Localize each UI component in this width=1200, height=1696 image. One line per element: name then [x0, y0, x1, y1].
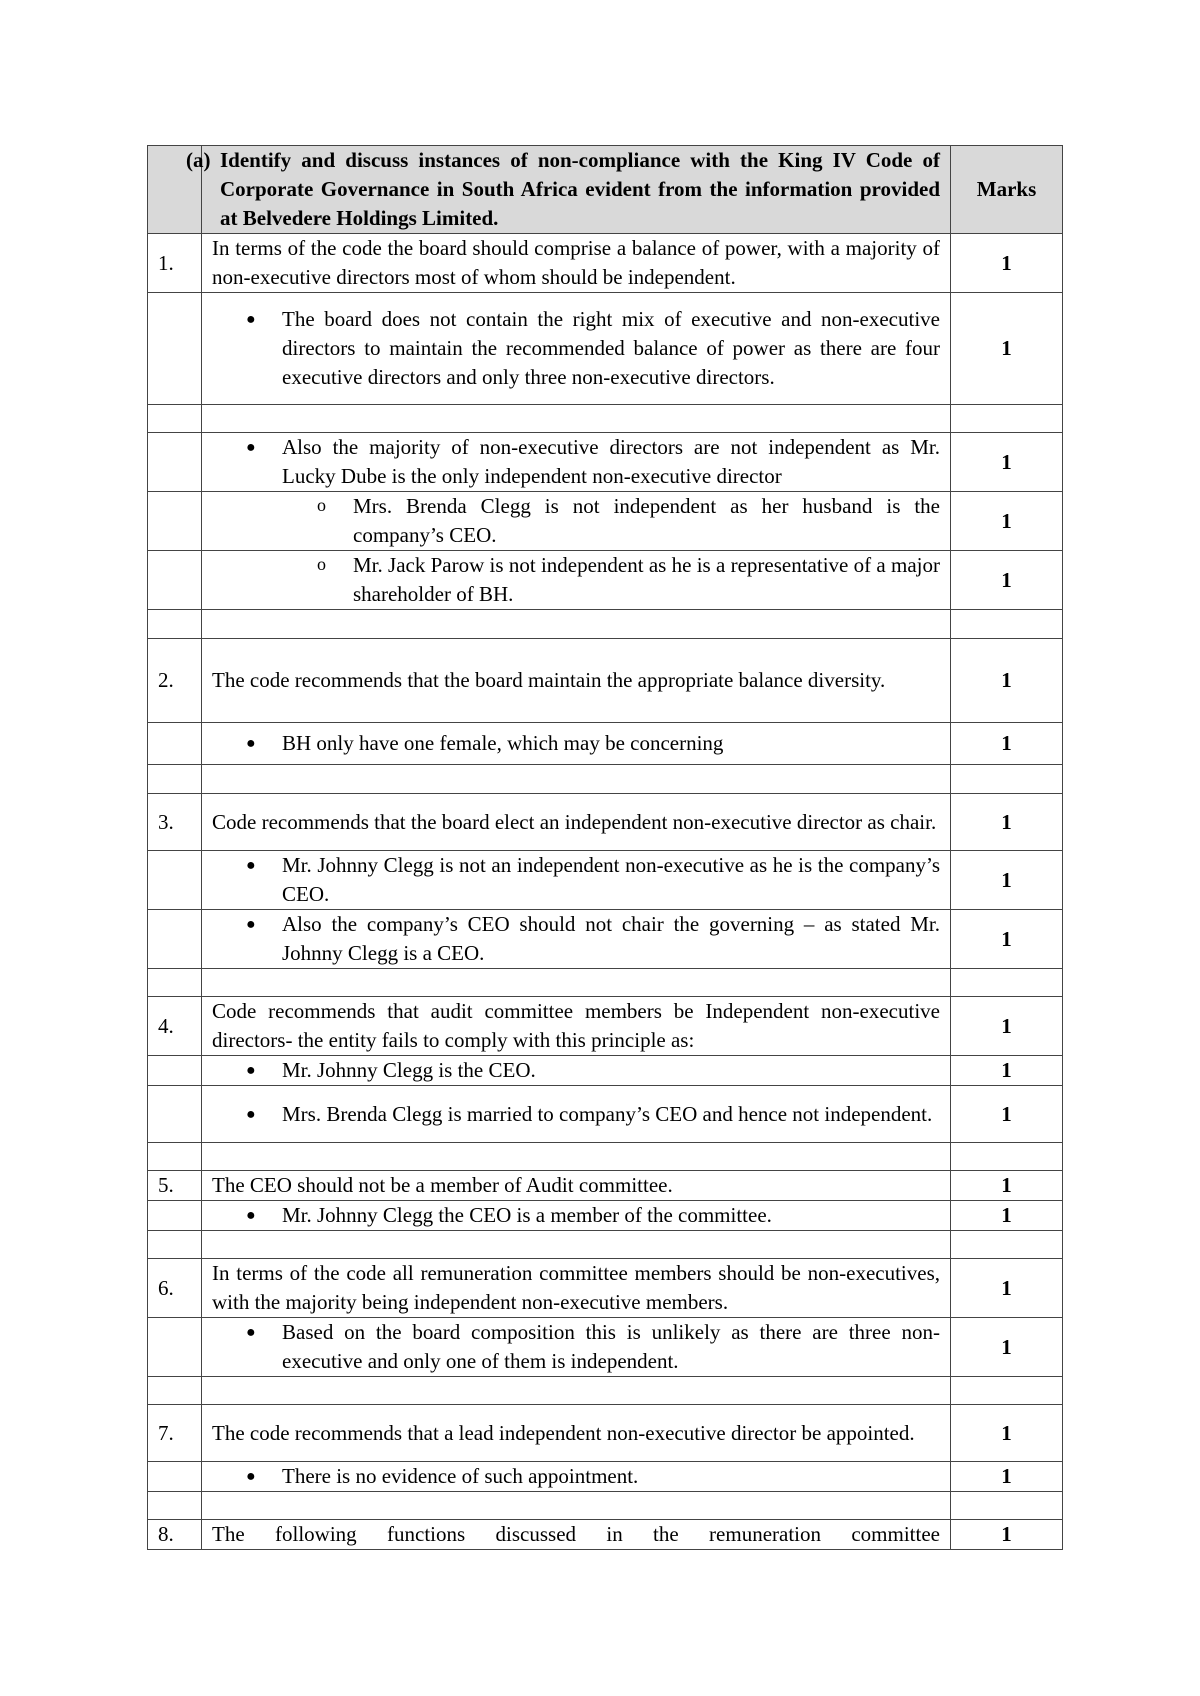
spacer-row [148, 969, 1063, 997]
bullet-row [148, 910, 1063, 969]
bullet-dot-icon: ● [246, 311, 256, 328]
spacer-cell [202, 969, 951, 997]
question-header-cell [186, 146, 951, 234]
spacer-cell [202, 1377, 951, 1405]
item-number-cell: 2. [148, 639, 202, 723]
spacer-cell [202, 1143, 951, 1171]
mark-cell: 1 [951, 1259, 1063, 1318]
spacer-row [148, 1143, 1063, 1171]
mark-cell [951, 1377, 1063, 1405]
spacer-cell [202, 765, 951, 794]
bullet-cell [202, 910, 951, 969]
bullet-circle-icon: o [317, 554, 326, 574]
question-text: Identify and discuss instances of non-compliance with the King IV Code of Corporate Governance in South Africa evident from the information provided at Belvedere Holdings Limited. [220, 148, 940, 230]
item-number-cell [148, 293, 202, 405]
item-number-cell: 6. [148, 1259, 202, 1318]
item-number-cell [148, 1056, 202, 1086]
criterion-row [148, 1171, 1063, 1201]
mark-cell: 1 [951, 1318, 1063, 1377]
item-number-cell [148, 1086, 202, 1143]
spacer-cell [202, 610, 951, 639]
item-number-cell [148, 969, 202, 997]
item-number-cell [148, 1462, 202, 1492]
item-number-cell: 7. [148, 1405, 202, 1462]
bullet-text: There is no evidence of such appointment. [282, 1464, 639, 1488]
mark-cell: 1 [951, 910, 1063, 969]
mark-cell [951, 969, 1063, 997]
item-number-cell [148, 492, 202, 551]
item-number-cell: 5. [148, 1171, 202, 1201]
bullet-dot-icon: ● [246, 1324, 256, 1341]
criterion-row [148, 639, 1063, 723]
mark-cell: 1 [951, 234, 1063, 293]
mark-cell: 1 [951, 639, 1063, 723]
mark-cell: 1 [951, 1405, 1063, 1462]
bullet-wrap [212, 433, 940, 491]
mark-cell: 1 [951, 433, 1063, 492]
item-number-cell [148, 1377, 202, 1405]
criterion-text: The CEO should not be a member of Audit committee. [202, 1171, 951, 1201]
bullet-wrap [212, 305, 940, 392]
sub-bullet-cell [202, 551, 951, 610]
bullet-row [148, 851, 1063, 910]
bullet-text: Mr. Johnny Clegg the CEO is a member of the committee. [282, 1203, 772, 1227]
bullet-dot-icon: ● [246, 1062, 256, 1079]
spacer-cell [202, 1492, 951, 1520]
bullet-text: Mr. Johnny Clegg is not an independent non-executive as he is the company’s CEO. [282, 853, 940, 906]
spacer-row [148, 765, 1063, 794]
bullet-wrap [212, 1318, 940, 1376]
item-number-cell [148, 723, 202, 765]
bullet-dot-icon: ● [246, 1105, 256, 1123]
bullet-row [148, 1056, 1063, 1086]
item-number-cell: 1. [148, 234, 202, 293]
mark-cell [951, 405, 1063, 433]
bullet-row [148, 1086, 1063, 1143]
bullet-wrap [212, 1201, 940, 1230]
criterion-text: The code recommends that the board maintain the appropriate balance diversity. [202, 639, 951, 723]
bullet-cell [202, 1056, 951, 1086]
bullet-cell [202, 1318, 951, 1377]
bullet-circle-icon: o [317, 495, 326, 515]
bullet-dot-icon: ● [246, 439, 256, 456]
bullet-text: The board does not contain the right mix of executive and non-executive directors to maintain the recommended balance of power as there are four executive directors and only three non-executive directors. [282, 307, 940, 389]
spacer-row [148, 610, 1063, 639]
item-number-cell [148, 765, 202, 794]
mark-cell [951, 1231, 1063, 1259]
bullet-text: BH only have one female, which may be concerning [282, 731, 724, 755]
bullet-dot-icon: ● [246, 1468, 256, 1485]
bullet-dot-icon: ● [246, 857, 256, 874]
spacer-row [148, 405, 1063, 433]
bullet-row [148, 1318, 1063, 1377]
bullet-cell [202, 1462, 951, 1492]
bullet-text: Mrs. Brenda Clegg is married to company’s CEO and hence not independent. [282, 1101, 933, 1126]
spacer-cell [202, 1231, 951, 1259]
item-number-cell [148, 551, 202, 610]
spacer-cell [202, 405, 951, 433]
bullet-row [148, 1462, 1063, 1492]
bullet-text: Mr. Johnny Clegg is the CEO. [282, 1058, 536, 1082]
item-number-cell [148, 910, 202, 969]
marks-header-cell: Marks [951, 146, 1063, 234]
criterion-row [148, 794, 1063, 851]
sub-bullet-row [148, 551, 1063, 610]
item-number-cell [148, 851, 202, 910]
bullet-dot-icon: ● [246, 735, 256, 752]
bullet-text: Also the company’s CEO should not chair the governing – as stated Mr. Johnny Clegg is a CEO. [282, 912, 940, 965]
bullet-text: Mrs. Brenda Clegg is not independent as her husband is the company’s CEO. [353, 494, 940, 547]
criterion-row [148, 1405, 1063, 1462]
mark-cell: 1 [951, 492, 1063, 551]
criterion-text: In terms of the code the board should comprise a balance of power, with a majority of non-executive directors most of whom should be independent. [202, 234, 951, 293]
bullet-cell [202, 293, 951, 405]
mark-cell: 1 [951, 1520, 1063, 1550]
mark-cell: 1 [951, 1086, 1063, 1143]
item-number-cell [148, 1318, 202, 1377]
mark-cell: 1 [951, 1056, 1063, 1086]
bullet-text: Mr. Jack Parow is not independent as he is a representative of a major shareholder of BH. [353, 553, 940, 606]
bullet-wrap [212, 551, 940, 609]
bullet-dot-icon: ● [246, 916, 256, 933]
mark-cell: 1 [951, 1201, 1063, 1231]
bullet-text: Also the majority of non-executive directors are not independent as Mr. Lucky Dube is the only independent non-executive director [282, 435, 940, 488]
bullet-cell [202, 1086, 951, 1143]
criterion-row [148, 1520, 1063, 1550]
mark-cell [951, 1492, 1063, 1520]
mark-cell: 1 [951, 723, 1063, 765]
bullet-cell [202, 723, 951, 765]
spacer-row [148, 1231, 1063, 1259]
bullet-row [148, 293, 1063, 405]
item-number-cell: 8. [148, 1520, 202, 1550]
criterion-row [148, 1259, 1063, 1318]
item-number-cell [148, 1143, 202, 1171]
mark-cell: 1 [951, 293, 1063, 405]
criterion-text: The following functions discussed in the remuneration committee [202, 1520, 951, 1550]
bullet-dot-icon: ● [246, 1207, 256, 1224]
spacer-row [148, 1377, 1063, 1405]
question-label: (a) [186, 148, 211, 172]
mark-cell: 1 [951, 1462, 1063, 1492]
bullet-wrap [212, 1100, 940, 1129]
item-number-cell [148, 433, 202, 492]
mark-cell: 1 [951, 551, 1063, 610]
item-number-cell: 4. [148, 997, 202, 1056]
bullet-cell [202, 851, 951, 910]
sub-bullet-cell [202, 492, 951, 551]
item-number-cell [148, 405, 202, 433]
bullet-wrap [212, 492, 940, 550]
bullet-text: Based on the board composition this is unlikely as there are three non-executive and only one of them is independent. [282, 1320, 940, 1373]
bullet-row [148, 1201, 1063, 1231]
spacer-row [148, 1492, 1063, 1520]
item-number-cell [148, 1201, 202, 1231]
bullet-cell [202, 1201, 951, 1231]
bullet-cell [202, 433, 951, 492]
bullet-row [148, 433, 1063, 492]
criterion-text: Code recommends that the board elect an independent non-executive director as chair. [202, 794, 951, 851]
bullet-row [148, 723, 1063, 765]
item-number-cell [148, 1492, 202, 1520]
mark-cell: 1 [951, 794, 1063, 851]
bullet-wrap [212, 910, 940, 968]
answer-table-body [148, 146, 1063, 1550]
bullet-wrap [212, 1056, 940, 1085]
item-number-cell [148, 1231, 202, 1259]
criterion-text: Code recommends that audit committee members be Independent non-executive directors- the entity fails to comply with this principle as: [202, 997, 951, 1056]
criterion-text: The code recommends that a lead independent non-executive director be appointed. [202, 1405, 951, 1462]
mark-cell: 1 [951, 997, 1063, 1056]
criterion-row [148, 234, 1063, 293]
bullet-wrap [212, 729, 940, 758]
criterion-row [148, 997, 1063, 1056]
answer-table [147, 145, 1063, 1550]
item-number-cell [148, 610, 202, 639]
criterion-text: In terms of the code all remuneration committee members should be non-executives, with the majority being independent non-executive members. [202, 1259, 951, 1318]
mark-cell [951, 610, 1063, 639]
mark-cell [951, 1143, 1063, 1171]
table-header-row [148, 146, 1063, 234]
bullet-wrap [212, 1462, 940, 1491]
bullet-wrap [212, 851, 940, 909]
mark-cell: 1 [951, 851, 1063, 910]
mark-cell [951, 765, 1063, 794]
sub-bullet-row [148, 492, 1063, 551]
item-number-cell: 3. [148, 794, 202, 851]
mark-cell: 1 [951, 1171, 1063, 1201]
